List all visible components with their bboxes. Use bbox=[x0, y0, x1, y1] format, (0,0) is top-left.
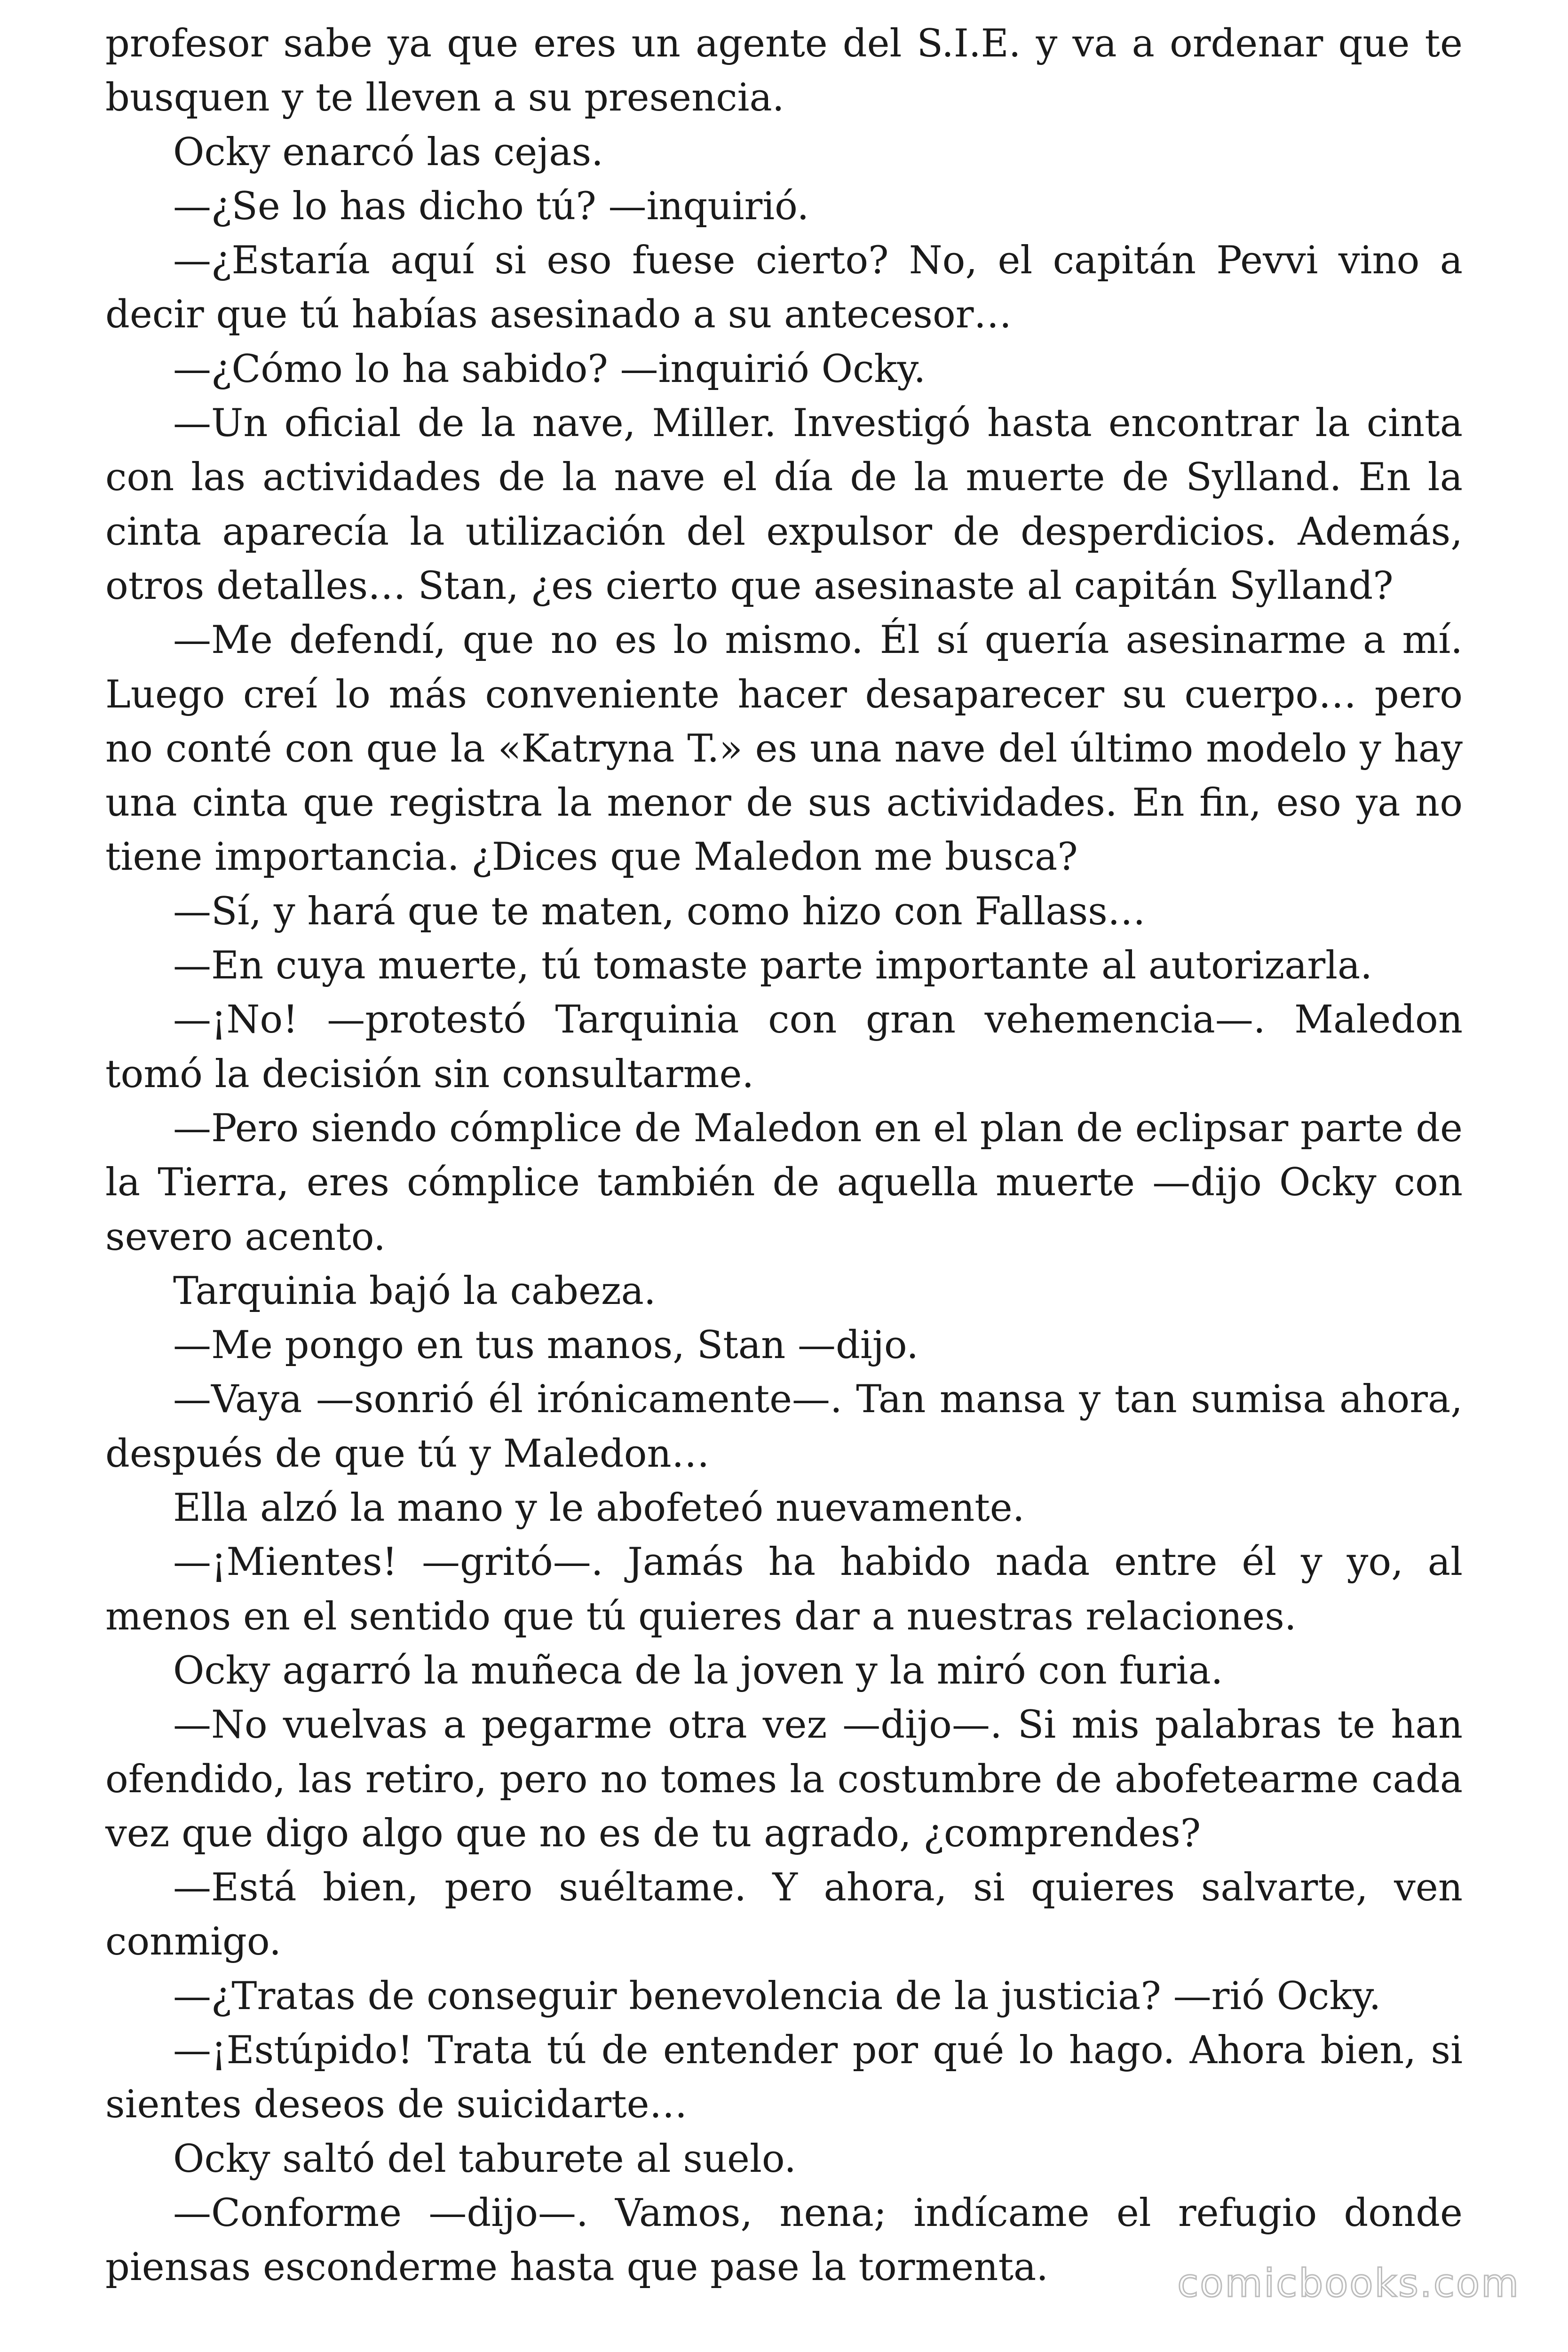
paragraph: —Vaya —sonrió él irónicamente—. Tan mansa y tan sumisa ahora, después de que tú y Maledon… bbox=[105, 1377, 1463, 1476]
paragraph: —¿Tratas de conseguir benevolencia de la justicia? —rió Ocky. bbox=[173, 1974, 1381, 2018]
paragraph: —No vuelvas a pegarme otra vez —dijo—. Si mis palabras te han ofendido, las retiro, pero no tomes la costumbre de abofetearme cada vez que digo algo que no es de tu agrado, ¿comprendes? bbox=[105, 1703, 1463, 1856]
book-page-text bbox=[105, 17, 1463, 2295]
paragraph: Ocky saltó del taburete al suelo. bbox=[173, 2137, 796, 2181]
paragraph: —Pero siendo cómplice de Maledon en el plan de eclipsar parte de la Tierra, eres cómplice también de aquella muerte —dijo Ocky con severo acento. bbox=[105, 1106, 1463, 1259]
paragraph: —¡Mientes! —gritó—. Jamás ha habido nada entre él y yo, al menos en el sentido que tú quieres dar a nuestras relaciones. bbox=[105, 1540, 1463, 1639]
paragraph: —Un oficial de la nave, Miller. Investigó hasta encontrar la cinta con las actividades de la nave el día de la muerte de Sylland. En la cinta aparecía la utilización del expulsor de desperdicios. Además, otros detalles… Stan, ¿es cierto que asesinaste al capitán Sylland? bbox=[105, 401, 1463, 608]
paragraph: —¡Estúpido! Trata tú de entender por qué lo hago. Ahora bien, si sientes deseos de suicidarte… bbox=[105, 2028, 1463, 2127]
paragraph: —Me defendí, que no es lo mismo. Él sí quería asesinarme a mí. Luego creí lo más conveniente hacer desaparecer su cuerpo… pero no conté con que la «Katryna T.» es una nave del último modelo y hay una cinta que registra la menor de sus actividades. En fin, eso ya no tiene importancia. ¿Dices que Maledon me busca? bbox=[105, 618, 1463, 880]
paragraph: Ocky agarró la muñeca de la joven y la miró con furia. bbox=[173, 1648, 1223, 1693]
paragraph: —¡No! —protestó Tarquinia con gran vehemencia—. Maledon tomó la decisión sin consultarme. bbox=[105, 998, 1463, 1097]
paragraph: —¿Se lo has dicho tú? —inquirió. bbox=[173, 184, 809, 229]
paragraph: —Está bien, pero suéltame. Y ahora, si quieres salvarte, ven conmigo. bbox=[105, 1866, 1463, 1964]
paragraph: —¿Cómo lo ha sabido? —inquirió Ocky. bbox=[173, 347, 926, 391]
paragraph: —En cuya muerte, tú tomaste parte importante al autorizarla. bbox=[173, 944, 1373, 988]
paragraph: Ocky enarcó las cejas. bbox=[173, 130, 603, 175]
paragraph: —Me pongo en tus manos, Stan —dijo. bbox=[173, 1323, 919, 1368]
paragraph: —Conforme —dijo—. Vamos, nena; indícame el refugio donde piensas esconderme hasta que pase la tormenta. bbox=[105, 2191, 1463, 2290]
paragraph: Ella alzó la mano y le abofeteó nuevamente. bbox=[173, 1486, 1025, 1531]
paragraph: —¿Estaría aquí si eso fuese cierto? No, el capitán Pevvi vino a decir que tú habías asesinado a su antecesor… bbox=[105, 238, 1463, 337]
paragraph: profesor sabe ya que eres un agente del S.I.E. y va a ordenar que te busquen y te lleven a su presencia. bbox=[105, 22, 1463, 120]
watermark-logo: comicbooks.com bbox=[1177, 2261, 1520, 2306]
paragraph: Tarquinia bajó la cabeza. bbox=[173, 1269, 656, 1313]
paragraph: —Sí, y hará que te maten, como hizo con Fallass… bbox=[173, 889, 1146, 934]
